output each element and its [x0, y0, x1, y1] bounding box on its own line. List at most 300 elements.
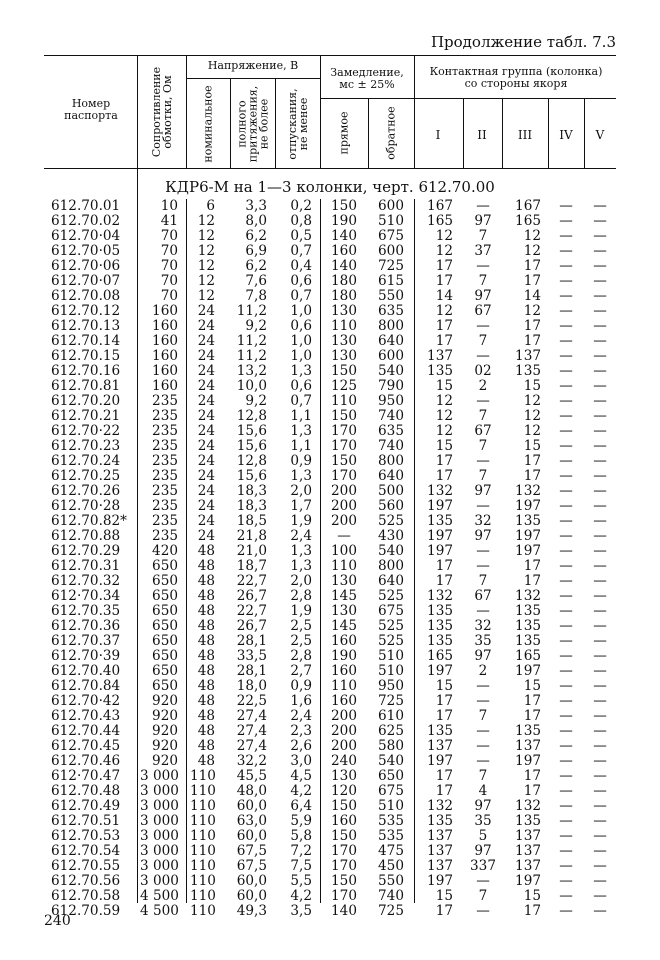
- contact-V-cell: —: [593, 633, 607, 649]
- resistance-cell: 650: [152, 648, 178, 664]
- resistance-cell: 235: [152, 408, 178, 424]
- reverse-delay-cell: 525: [378, 513, 404, 529]
- contact-III-cell: 12: [523, 408, 541, 424]
- reverse-delay-cell: 510: [378, 663, 404, 679]
- table-row: [0, 439, 660, 454]
- direct-delay-cell: 130: [331, 768, 357, 784]
- contact-IV-cell: —: [559, 378, 573, 394]
- nominal-voltage-cell: 48: [197, 678, 215, 694]
- resistance-cell: 235: [152, 393, 178, 409]
- contact-IV-cell: —: [559, 528, 573, 544]
- contact-III-cell: 135: [515, 513, 541, 529]
- nominal-voltage-cell: 24: [197, 318, 215, 334]
- direct-delay-cell: 110: [331, 318, 357, 334]
- direct-delay-cell: 150: [331, 798, 357, 814]
- contact-IV-cell: —: [559, 678, 573, 694]
- contact-III-cell: 135: [515, 363, 541, 379]
- pickup-voltage-cell: 18,7: [236, 558, 267, 574]
- direct-delay-cell: 160: [331, 693, 357, 709]
- pickup-voltage-cell: 15,6: [236, 468, 267, 484]
- direct-delay-cell: 130: [331, 573, 357, 589]
- passport-cell: 612.70·06: [51, 258, 121, 274]
- pickup-voltage-cell: 45,5: [236, 768, 267, 784]
- contact-III-cell: 12: [523, 303, 541, 319]
- direct-delay-cell: 110: [331, 393, 357, 409]
- direct-delay-cell: 170: [331, 423, 357, 439]
- dropout-voltage-cell: 5,8: [290, 828, 312, 844]
- continuation-title: Продолжение табл. 7.3: [430, 33, 616, 51]
- contact-V-cell: —: [593, 903, 607, 919]
- reverse-delay-cell: 800: [378, 558, 404, 574]
- contact-IV-cell: —: [559, 213, 573, 229]
- dropout-voltage-cell: 5,9: [290, 813, 312, 829]
- dropout-voltage-cell: 0,7: [290, 243, 312, 259]
- contact-II-cell: 2: [478, 663, 488, 679]
- resistance-cell: 920: [152, 693, 178, 709]
- table-row: [0, 664, 660, 679]
- contact-V-cell: —: [593, 693, 607, 709]
- direct-delay-cell: 110: [331, 558, 357, 574]
- contact-III-cell: 197: [515, 663, 541, 679]
- passport-cell: 612.70.51: [51, 813, 121, 829]
- passport-cell: 612.70.56: [51, 873, 121, 889]
- table-row: [0, 259, 660, 274]
- contact-V-cell: —: [593, 618, 607, 634]
- nominal-voltage-cell: 48: [197, 663, 215, 679]
- reverse-delay-cell: 725: [378, 903, 404, 919]
- contact-II-cell: 7: [478, 273, 488, 289]
- pickup-voltage-cell: 8,0: [245, 213, 267, 229]
- contact-I-cell: 17: [435, 453, 453, 469]
- pickup-voltage-cell: 13,2: [236, 363, 267, 379]
- contact-I-cell: 197: [427, 663, 453, 679]
- table-row: [0, 199, 660, 214]
- passport-cell: 612.70.16: [51, 363, 121, 379]
- contact-V-cell: —: [593, 873, 607, 889]
- contact-III-cell: 197: [515, 528, 541, 544]
- pickup-voltage-cell: 6,2: [245, 228, 267, 244]
- contact-III-cell: 132: [515, 483, 541, 499]
- dropout-voltage-cell: 0,8: [290, 213, 312, 229]
- contact-V-cell: —: [593, 453, 607, 469]
- contact-IV-cell: —: [559, 648, 573, 664]
- direct-delay-cell: 200: [331, 738, 357, 754]
- nominal-voltage-cell: 12: [197, 228, 215, 244]
- nominal-voltage-cell: 24: [197, 393, 215, 409]
- contact-I-cell: 197: [427, 528, 453, 544]
- dropout-voltage-cell: 1,3: [290, 543, 312, 559]
- contact-V-cell: —: [593, 783, 607, 799]
- dropout-voltage-cell: 1,0: [290, 303, 312, 319]
- table-row: [0, 244, 660, 259]
- contact-V-cell: —: [593, 483, 607, 499]
- reverse-delay-cell: 790: [378, 378, 404, 394]
- contact-V-cell: —: [593, 438, 607, 454]
- contact-II-cell: —: [476, 453, 490, 469]
- contact-II-cell: —: [476, 738, 490, 754]
- reverse-delay-cell: 550: [378, 873, 404, 889]
- resistance-header: Сопротивление обмотки, Ом: [150, 66, 174, 158]
- passport-cell: 612.70.88: [51, 528, 121, 544]
- contact-III-cell: 17: [523, 318, 541, 334]
- contact-II-cell: —: [476, 558, 490, 574]
- contact-I-cell: 12: [435, 408, 453, 424]
- contact-IV-cell: —: [559, 633, 573, 649]
- reverse-delay-cell: 600: [378, 243, 404, 259]
- contact-II-cell: —: [476, 873, 490, 889]
- contact-III-cell: 15: [523, 438, 541, 454]
- reverse-delay-cell: 650: [378, 768, 404, 784]
- contact-I-cell: 17: [435, 258, 453, 274]
- contact-III-cell: 17: [523, 558, 541, 574]
- contact-IV-cell: —: [559, 753, 573, 769]
- contact-IV-cell: —: [559, 903, 573, 919]
- resistance-cell: 650: [152, 618, 178, 634]
- table-row: [0, 829, 660, 844]
- nominal-voltage-cell: 110: [190, 843, 216, 859]
- nominal-voltage-cell: 48: [197, 618, 215, 634]
- passport-cell: 612.70.55: [51, 858, 121, 874]
- contact-V-cell: —: [593, 588, 607, 604]
- contact-IV-cell: —: [559, 228, 573, 244]
- table-row: [0, 469, 660, 484]
- reverse-delay-cell: 950: [378, 393, 404, 409]
- nominal-voltage-cell: 48: [197, 588, 215, 604]
- contact-II-cell: —: [476, 678, 490, 694]
- nominal-header: номинальное: [201, 85, 215, 163]
- contact-III-cell: 132: [515, 798, 541, 814]
- nominal-voltage-cell: 12: [197, 273, 215, 289]
- passport-cell: 612.70.40: [51, 663, 121, 679]
- passport-cell: 612.70.31: [51, 558, 121, 574]
- contact-IV-cell: —: [559, 348, 573, 364]
- contact-IV-cell: —: [559, 708, 573, 724]
- pickup-voltage-cell: 11,2: [236, 303, 267, 319]
- voltage-group-rule: [186, 78, 320, 79]
- reverse-delay-cell: 600: [378, 198, 404, 214]
- resistance-cell: 70: [160, 288, 178, 304]
- table-row: [0, 409, 660, 424]
- contact-V-cell: —: [593, 573, 607, 589]
- contact-IV-cell: —: [559, 483, 573, 499]
- direct-delay-cell: 200: [331, 723, 357, 739]
- delay-group-rule: [320, 98, 414, 99]
- direct-delay-cell: 200: [331, 498, 357, 514]
- contact-I-cell: 17: [435, 468, 453, 484]
- contact-V-cell: —: [593, 663, 607, 679]
- contact-IV-cell: —: [559, 768, 573, 784]
- nominal-voltage-cell: 6: [206, 198, 215, 214]
- contact-I-cell: 15: [435, 438, 453, 454]
- dropout-voltage-cell: 0,5: [290, 228, 312, 244]
- resistance-cell: 3 000: [140, 798, 179, 814]
- contact-II-cell: 97: [474, 213, 492, 229]
- reverse-delay-cell: 550: [378, 288, 404, 304]
- contact-I-cell: 12: [435, 228, 453, 244]
- col-II-header: II: [477, 128, 487, 142]
- contact-II-cell: 2: [478, 378, 488, 394]
- contact-II-cell: 67: [474, 588, 492, 604]
- dropout-voltage-cell: 2,5: [290, 633, 312, 649]
- dropout-voltage-cell: 1,3: [290, 363, 312, 379]
- table-row: [0, 559, 660, 574]
- passport-cell: 612.70.37: [51, 633, 121, 649]
- passport-cell: 612.70.46: [51, 753, 121, 769]
- reverse-delay-cell: 510: [378, 648, 404, 664]
- contact-I-cell: 17: [435, 273, 453, 289]
- nominal-voltage-cell: 48: [197, 723, 215, 739]
- table-row: [0, 484, 660, 499]
- nominal-voltage-cell: 24: [197, 528, 215, 544]
- table-row: [0, 679, 660, 694]
- contact-II-cell: 97: [474, 528, 492, 544]
- nominal-voltage-cell: 24: [197, 483, 215, 499]
- dropout-voltage-cell: 2,3: [290, 723, 312, 739]
- pickup-voltage-cell: 49,3: [236, 903, 267, 919]
- table-row: [0, 319, 660, 334]
- resistance-cell: 920: [152, 738, 178, 754]
- contact-IV-cell: —: [559, 618, 573, 634]
- resistance-cell: 235: [152, 438, 178, 454]
- pickup-voltage-cell: 6,9: [245, 243, 267, 259]
- reverse-delay-cell: 450: [378, 858, 404, 874]
- dropout-voltage-cell: 1,7: [290, 498, 312, 514]
- dropout-voltage-cell: 6,4: [290, 798, 312, 814]
- table-row: [0, 694, 660, 709]
- pickup-voltage-cell: 12,8: [236, 408, 267, 424]
- passport-cell: 612.70.58: [51, 888, 121, 904]
- resistance-cell: 650: [152, 588, 178, 604]
- passport-cell: 612.70·42: [51, 693, 121, 709]
- contact-IV-cell: —: [559, 198, 573, 214]
- passport-cell: 612.70.26: [51, 483, 121, 499]
- direct-delay-cell: 150: [331, 873, 357, 889]
- contact-III-cell: 17: [523, 768, 541, 784]
- contact-II-cell: —: [476, 348, 490, 364]
- contact-IV-cell: —: [559, 723, 573, 739]
- pickup-voltage-cell: 12,8: [236, 453, 267, 469]
- nominal-voltage-cell: 12: [197, 213, 215, 229]
- dropout-voltage-cell: 0,4: [290, 258, 312, 274]
- contact-V-cell: —: [593, 393, 607, 409]
- contact-III-cell: 17: [523, 903, 541, 919]
- dropout-voltage-cell: 7,5: [290, 858, 312, 874]
- table-row: [0, 769, 660, 784]
- contact-I-cell: 12: [435, 303, 453, 319]
- contact-IV-cell: —: [559, 828, 573, 844]
- col-divider: [230, 78, 231, 168]
- direct-delay-cell: 150: [331, 453, 357, 469]
- resistance-cell: 160: [152, 348, 178, 364]
- contact-II-cell: 7: [478, 768, 488, 784]
- dropout-voltage-cell: 0,9: [290, 453, 312, 469]
- contact-II-cell: 32: [474, 618, 492, 634]
- contact-I-cell: 12: [435, 393, 453, 409]
- resistance-cell: 70: [160, 258, 178, 274]
- contact-IV-cell: —: [559, 843, 573, 859]
- contact-II-cell: 35: [474, 633, 492, 649]
- nominal-voltage-cell: 24: [197, 348, 215, 364]
- nominal-voltage-cell: 24: [197, 453, 215, 469]
- nominal-voltage-cell: 110: [190, 903, 216, 919]
- contact-III-cell: 12: [523, 423, 541, 439]
- direct-delay-cell: 180: [331, 273, 357, 289]
- passport-cell: 612.70.36: [51, 618, 121, 634]
- contact-II-cell: —: [476, 318, 490, 334]
- contact-I-cell: 132: [427, 588, 453, 604]
- table-row: [0, 634, 660, 649]
- passport-cell: 612.70.44: [51, 723, 121, 739]
- passport-cell: 612.70·39: [51, 648, 121, 664]
- contact-V-cell: —: [593, 513, 607, 529]
- dropout-voltage-cell: 0,7: [290, 393, 312, 409]
- passport-cell: 612.70.13: [51, 318, 121, 334]
- contact-III-cell: 17: [523, 708, 541, 724]
- reverse-delay-cell: 625: [378, 723, 404, 739]
- contact-I-cell: 15: [435, 888, 453, 904]
- passport-cell: 612.70.01: [51, 198, 121, 214]
- dropout-voltage-cell: 0,6: [290, 378, 312, 394]
- dropout-voltage-cell: 2,0: [290, 573, 312, 589]
- contact-III-cell: 12: [523, 228, 541, 244]
- resistance-cell: 920: [152, 753, 178, 769]
- contact-II-cell: 7: [478, 228, 488, 244]
- contact-V-cell: —: [593, 843, 607, 859]
- col-divider: [414, 55, 415, 168]
- contact-II-cell: 67: [474, 303, 492, 319]
- table-body: [0, 199, 660, 919]
- contact-V-cell: —: [593, 318, 607, 334]
- contact-II-cell: 97: [474, 288, 492, 304]
- pickup-voltage-cell: 21,0: [236, 543, 267, 559]
- table-row: [0, 304, 660, 319]
- contact-III-cell: 132: [515, 588, 541, 604]
- resistance-cell: 70: [160, 243, 178, 259]
- contact-IV-cell: —: [559, 363, 573, 379]
- passport-cell: 612.70.08: [51, 288, 121, 304]
- contact-II-cell: —: [476, 543, 490, 559]
- contact-II-cell: 337: [470, 858, 496, 874]
- resistance-cell: 650: [152, 663, 178, 679]
- contact-I-cell: 135: [427, 618, 453, 634]
- pickup-voltage-cell: 63,0: [236, 813, 267, 829]
- resistance-cell: 3 000: [140, 828, 179, 844]
- resistance-cell: 650: [152, 678, 178, 694]
- col-divider: [463, 98, 464, 168]
- contact-II-cell: 4: [478, 783, 488, 799]
- direct-delay-cell: 200: [331, 513, 357, 529]
- table-row: [0, 349, 660, 364]
- pickup-voltage-cell: 67,5: [236, 843, 267, 859]
- contact-II-cell: 7: [478, 408, 488, 424]
- contact-I-cell: 17: [435, 333, 453, 349]
- resistance-cell: 10: [160, 198, 178, 214]
- nominal-voltage-cell: 24: [197, 363, 215, 379]
- contact-IV-cell: —: [559, 393, 573, 409]
- contact-I-cell: 135: [427, 513, 453, 529]
- table-row: [0, 514, 660, 529]
- reverse-delay-cell: 535: [378, 813, 404, 829]
- direct-delay-cell: 180: [331, 288, 357, 304]
- contact-II-cell: —: [476, 258, 490, 274]
- contact-I-cell: 137: [427, 828, 453, 844]
- contact-IV-cell: —: [559, 513, 573, 529]
- table-row: [0, 874, 660, 889]
- reverse-delay-cell: 500: [378, 483, 404, 499]
- passport-cell: 612.70·28: [51, 498, 121, 514]
- dropout-voltage-cell: 0,7: [290, 288, 312, 304]
- passport-cell: 612·70.34: [51, 588, 121, 604]
- direct-delay-cell: 130: [331, 303, 357, 319]
- contact-II-cell: 7: [478, 708, 488, 724]
- contact-IV-cell: —: [559, 558, 573, 574]
- direct-delay-cell: 145: [331, 588, 357, 604]
- contact-III-cell: 14: [523, 288, 541, 304]
- reverse-delay-cell: 560: [378, 498, 404, 514]
- contact-I-cell: 17: [435, 693, 453, 709]
- pickup-voltage-cell: 60,0: [236, 798, 267, 814]
- table-row: [0, 334, 660, 349]
- reverse-delay-cell: 510: [378, 798, 404, 814]
- contact-V-cell: —: [593, 828, 607, 844]
- contact-IV-cell: —: [559, 873, 573, 889]
- contact-IV-cell: —: [559, 438, 573, 454]
- nominal-voltage-cell: 110: [190, 828, 216, 844]
- direct-delay-cell: 145: [331, 618, 357, 634]
- contact-II-cell: —: [476, 753, 490, 769]
- resistance-cell: 3 000: [140, 813, 179, 829]
- resistance-cell: 70: [160, 228, 178, 244]
- reverse-delay-cell: 525: [378, 633, 404, 649]
- contact-V-cell: —: [593, 333, 607, 349]
- dropout-voltage-cell: 1,6: [290, 693, 312, 709]
- contact-II-cell: 5: [478, 828, 488, 844]
- contact-III-cell: 137: [515, 738, 541, 754]
- contact-III-cell: 135: [515, 813, 541, 829]
- table-row: [0, 784, 660, 799]
- table-row: [0, 214, 660, 229]
- passport-cell: 612.70.14: [51, 333, 121, 349]
- table-row: [0, 229, 660, 244]
- dropout-voltage-cell: 1,9: [290, 513, 312, 529]
- delay-group-header: Замедление, мс ± 25%: [330, 66, 404, 91]
- reverse-delay-cell: 740: [378, 888, 404, 904]
- contact-V-cell: —: [593, 423, 607, 439]
- contact-III-cell: 12: [523, 393, 541, 409]
- contact-II-cell: —: [476, 903, 490, 919]
- dropout-voltage-cell: 2,8: [290, 648, 312, 664]
- direct-delay-cell: 125: [331, 378, 357, 394]
- contact-III-cell: 17: [523, 783, 541, 799]
- pickup-voltage-cell: 28,1: [236, 663, 267, 679]
- nominal-voltage-cell: 110: [190, 798, 216, 814]
- reverse-delay-cell: 740: [378, 408, 404, 424]
- contact-I-cell: 197: [427, 498, 453, 514]
- contact-IV-cell: —: [559, 453, 573, 469]
- pickup-voltage-cell: 9,2: [245, 318, 267, 334]
- reverse-delay-cell: 525: [378, 588, 404, 604]
- direct-delay-cell: 170: [331, 468, 357, 484]
- contact-I-cell: 12: [435, 423, 453, 439]
- pickup-voltage-cell: 22,7: [236, 573, 267, 589]
- nominal-voltage-cell: 24: [197, 408, 215, 424]
- contact-I-cell: 12: [435, 243, 453, 259]
- passport-cell: 612.70.35: [51, 603, 121, 619]
- nominal-voltage-cell: 110: [190, 858, 216, 874]
- contact-IV-cell: —: [559, 498, 573, 514]
- contact-V-cell: —: [593, 378, 607, 394]
- table-row: [0, 274, 660, 289]
